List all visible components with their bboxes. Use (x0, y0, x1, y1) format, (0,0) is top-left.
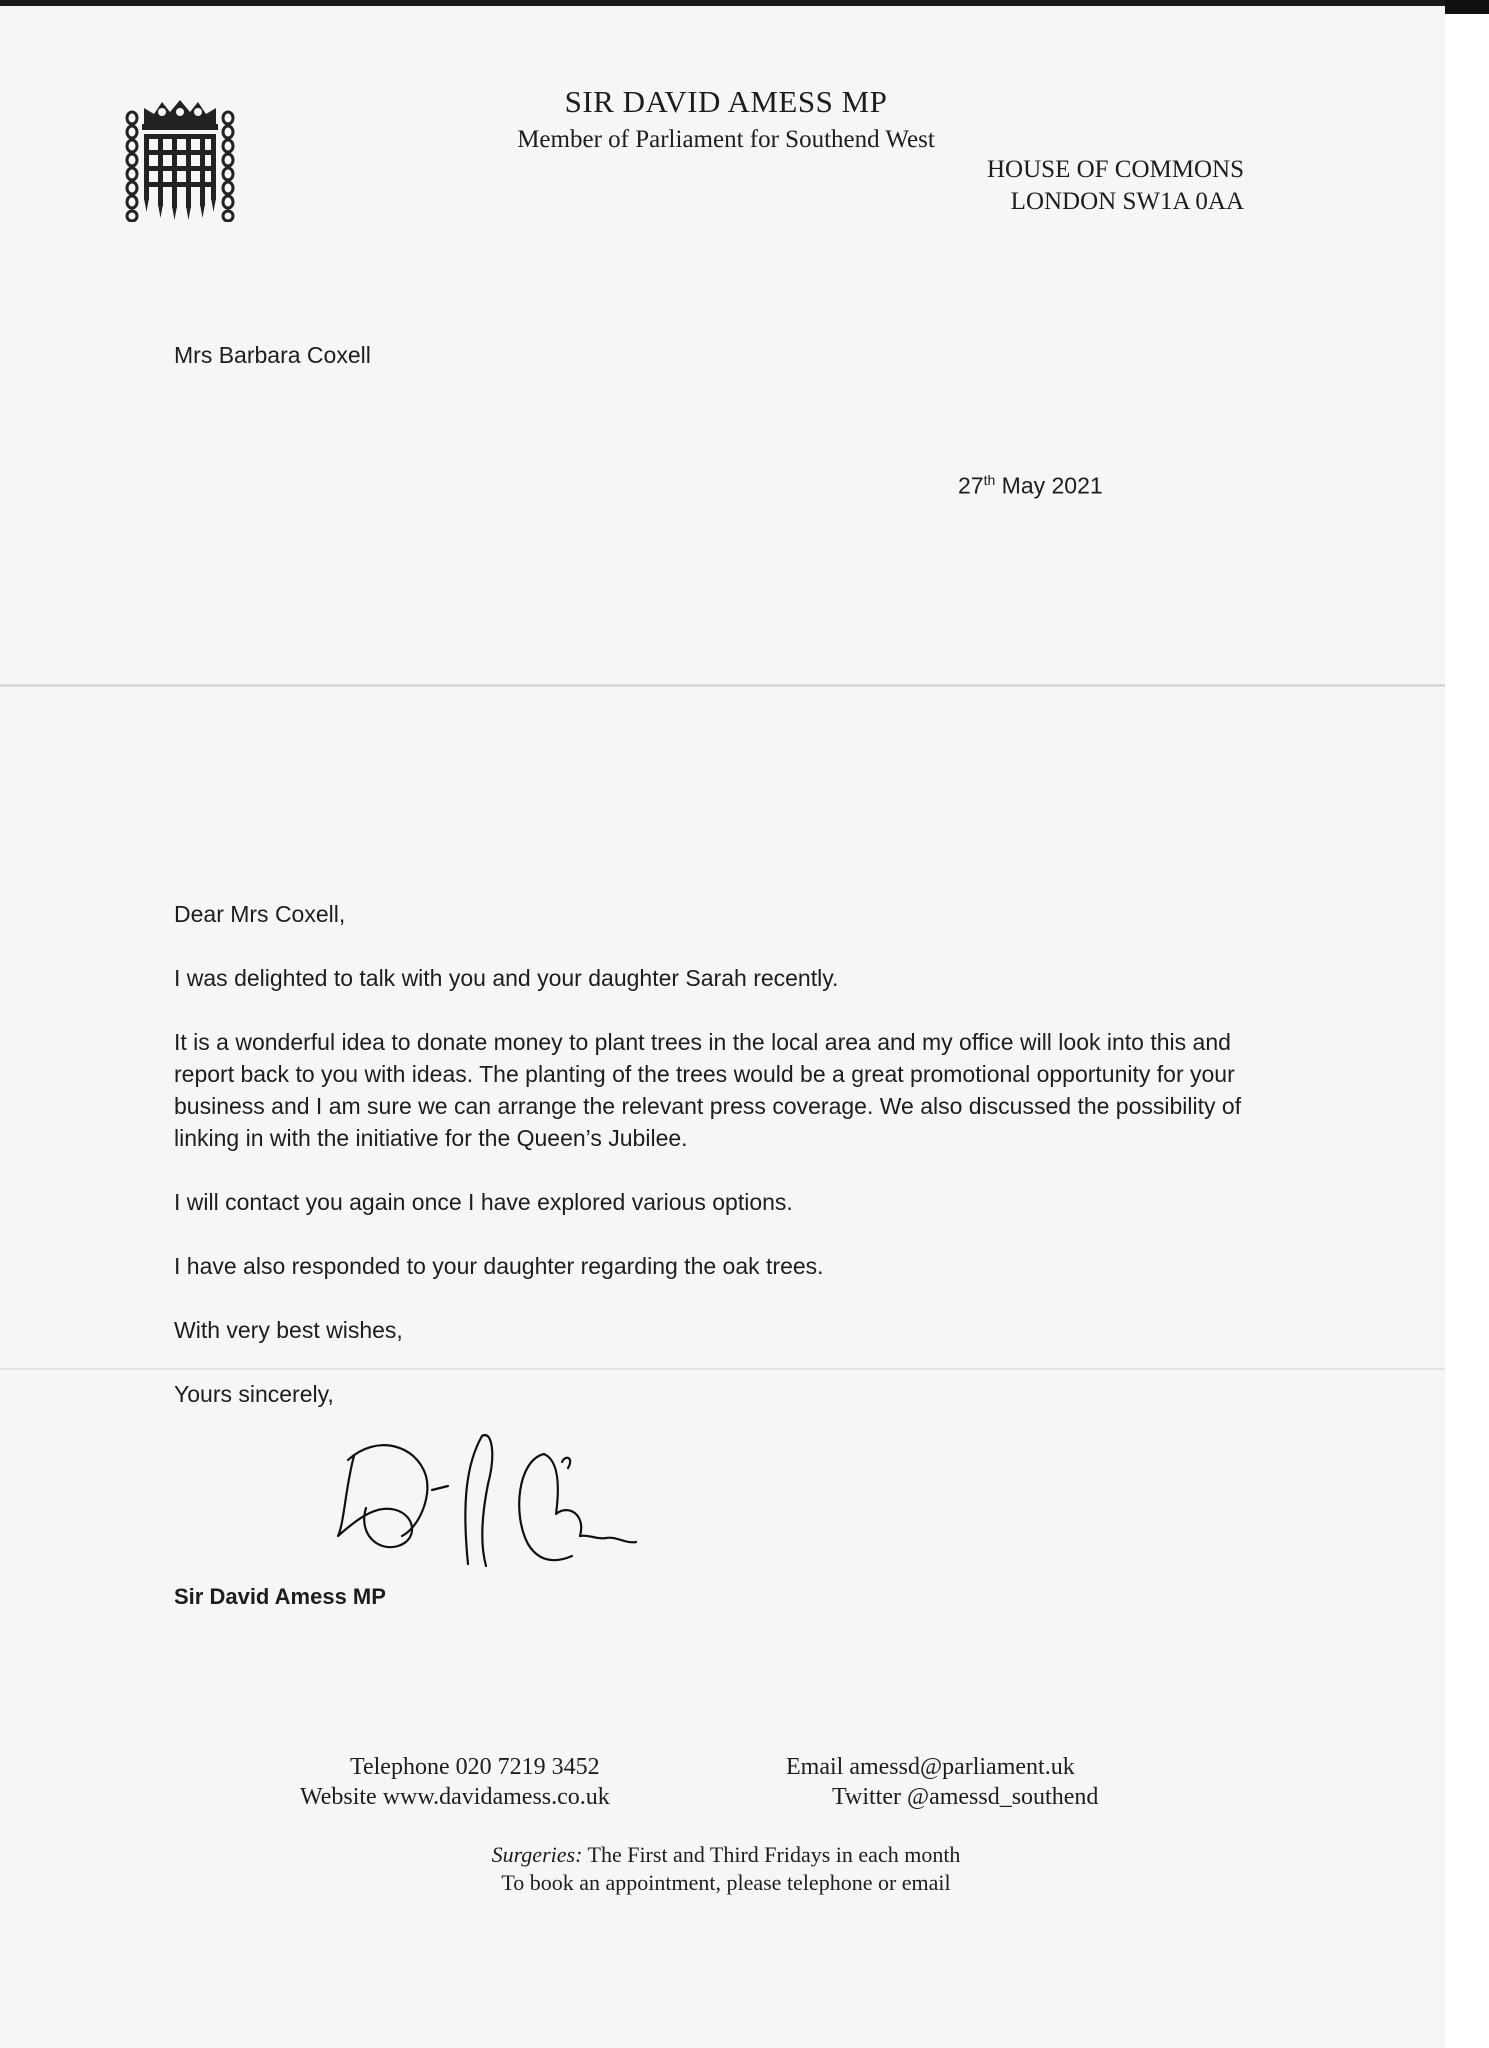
footer-booking: To book an appointment, please telephone or email (501, 1870, 951, 1895)
paper-fold-line (0, 684, 1445, 687)
scan-edge-top (0, 0, 1489, 6)
date-day: 27 (958, 472, 984, 499)
surgeries-text: The First and Third Fridays in each month (582, 1842, 961, 1867)
address-line-2: LONDON SW1A 0AA (1010, 188, 1244, 215)
closing-phrase: Yours sincerely, (174, 1381, 334, 1407)
body-paragraph-4: I have also responded to your daughter regarding the oak trees. (174, 1253, 824, 1279)
date-ordinal-suffix: th (983, 472, 996, 488)
footer-telephone: Telephone 020 7219 3452 (350, 1754, 600, 1780)
scan-edge-right (1445, 0, 1489, 2048)
recipient-name: Mrs Barbara Coxell (174, 342, 371, 368)
handwritten-signature (336, 1424, 656, 1574)
body-paragraph-3: I will contact you again once I have explored various options. (174, 1189, 793, 1215)
footer-surgeries (0, 1842, 1452, 1868)
footer-email: Email amessd@parliament.uk (786, 1754, 1075, 1780)
salutation: Dear Mrs Coxell, (174, 901, 346, 927)
footer-website: Website www.davidamess.co.uk (300, 1784, 610, 1810)
mp-name-heading: SIR DAVID AMESS MP (564, 84, 888, 119)
letter-body (174, 898, 1294, 1410)
scan-edge-notch (1445, 0, 1489, 14)
surgeries-label: Surgeries: (491, 1842, 583, 1867)
signoff-name: Sir David Amess MP (174, 1584, 386, 1609)
letter-date (958, 472, 1103, 500)
footer-twitter: Twitter @amessd_southend (832, 1784, 1099, 1810)
closing-wishes: With very best wishes, (174, 1317, 403, 1343)
address-line-1: HOUSE OF COMMONS (987, 156, 1244, 183)
body-paragraph-1: I was delighted to talk with you and your daughter Sarah recently. (174, 965, 839, 991)
date-month-year: May 2021 (1001, 472, 1103, 499)
constituency-subtitle: Member of Parliament for Southend West (517, 126, 935, 153)
body-paragraph-2: It is a wonderful idea to donate money to plant trees in the local area and my office will look into this and report back to you with ideas. The planting of the trees would be a great promotional opportunity for your business and I am sure we can arrange the relevant press coverage. We also discussed the possibility of linking in with the initiative for the Queen’s Jubilee. (174, 1029, 1242, 1151)
